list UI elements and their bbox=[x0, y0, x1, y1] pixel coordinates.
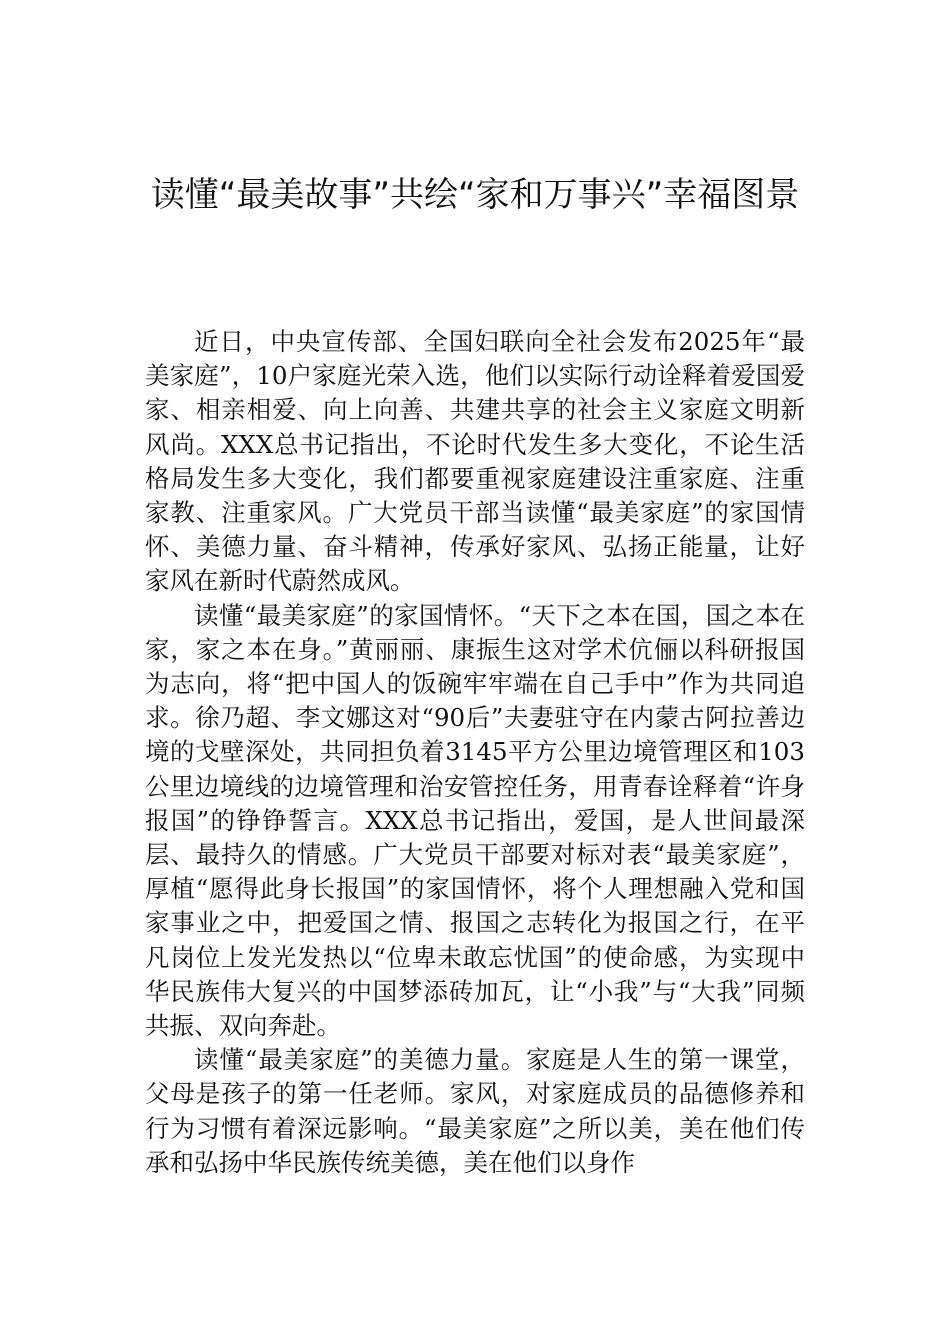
document-body bbox=[145, 325, 805, 1180]
document-title: 读懂“最美故事”共绘“家和万事兴”幸福图景 bbox=[150, 175, 800, 215]
paragraph: 近日，中央宣传部、全国妇联向全社会发布2025年“最美家庭”，10户家庭光荣入选，他们以实际行动诠释着爱国爱家、相亲相爱、向上向善、共建共享的社会主义家庭文明新风尚。XXX总书记指出，不论时代发生多大变化，不论生活格局发生多大变化，我们都要重视家庭建设注重家庭、注重家教、注重家风。广大党员干部当读懂“最美家庭”的家国情怀、美德力量、奋斗精神，传承好家风、弘扬正能量，让好家风在新时代蔚然成风。 bbox=[145, 327, 805, 596]
paragraph: 读懂“最美家庭”的美德力量。家庭是人生的第一课堂，父母是孩子的第一任老师。家风，对家庭成员的品德修养和行为习惯有着深远影响。“最美家庭”之所以美，美在他们传承和弘扬中华民族传统美德，美在他们以身作 bbox=[145, 1045, 805, 1177]
paragraph: 读懂“最美家庭”的家国情怀。“天下之本在国，国之本在家，家之本在身。”黄丽丽、康振生这对学术伉俪以科研报国为志向，将“把中国人的饭碗牢牢端在自己手中”作为共同追求。徐乃超、李文娜这对“90后”夫妻驻守在内蒙古阿拉善边境的戈壁深处，共同担负着3145平方公里边境管理区和103公里边境线的边境管理和治安管控任务，用青春诠释着“许身报国”的铮铮誓言。XXX总书记指出，爱国，是人世间最深层、最持久的情感。广大党员干部要对标对表“最美家庭”，厚植“愿得此身长报国”的家国情怀，将个人理想融入党和国家事业之中，把爱国之情、报国之志转化为报国之行，在平凡岗位上发光发热以“位卑未敢忘忧国”的使命感，为实现中华民族伟大复兴的中国梦添砖加瓦，让“小我”与“大我”同频共振、双向奔赴。 bbox=[145, 600, 805, 1041]
